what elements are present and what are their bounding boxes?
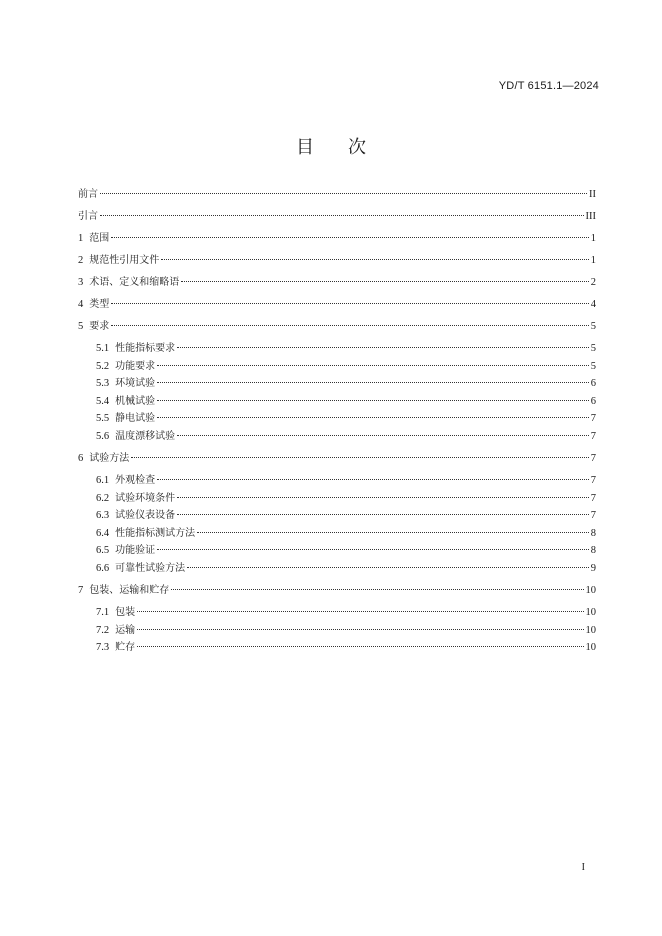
toc-dot-leader xyxy=(177,497,589,498)
toc-dot-leader xyxy=(177,435,589,436)
toc-entry-page: 7 xyxy=(590,452,596,464)
toc-entry-page: 9 xyxy=(590,562,596,574)
toc-item xyxy=(78,474,596,492)
toc-entry-link[interactable] xyxy=(78,360,596,378)
toc-item xyxy=(78,584,596,606)
toc-entry-number: 4 xyxy=(78,299,84,310)
toc-dot-leader xyxy=(111,237,589,238)
toc-entry-page: 8 xyxy=(590,545,596,557)
page-title: 目次 xyxy=(296,137,400,158)
toc-dot-leader xyxy=(157,549,589,550)
toc-entry-link[interactable] xyxy=(78,562,596,584)
toc-item xyxy=(78,544,596,562)
toc-item xyxy=(78,377,596,395)
toc-item xyxy=(78,298,596,320)
toc-entry-page: 7 xyxy=(590,492,596,504)
toc-entry-label: 功能验证 xyxy=(115,545,156,557)
toc-dot-leader xyxy=(137,611,583,612)
toc-entry-link[interactable] xyxy=(78,606,596,624)
toc-item xyxy=(78,232,596,254)
toc-entry-label: 包装 xyxy=(115,606,136,618)
toc-dot-leader xyxy=(111,303,589,304)
toc-dot-leader xyxy=(137,646,583,647)
toc-dot-leader xyxy=(157,382,589,383)
toc-item xyxy=(78,430,596,452)
toc-entry-label: 前言 xyxy=(78,189,98,200)
toc-entry-label: 机械试验 xyxy=(115,395,156,407)
toc-entry-label: 类型 xyxy=(89,299,110,310)
toc-item xyxy=(78,276,596,298)
toc-item xyxy=(78,492,596,510)
toc-entry-link[interactable] xyxy=(78,276,596,298)
toc-entry-page: 10 xyxy=(585,584,596,596)
toc-dot-leader xyxy=(137,629,583,630)
toc-dot-leader xyxy=(100,215,584,216)
toc-entry-link[interactable] xyxy=(78,232,596,254)
toc-entry-label: 贮存 xyxy=(115,642,136,654)
toc-entry-label: 可靠性试验方法 xyxy=(115,562,186,574)
toc-entry-page: 1 xyxy=(590,233,596,244)
toc-entry-link[interactable] xyxy=(78,527,596,545)
toc-entry-label: 要求 xyxy=(89,321,110,332)
toc-entry-link[interactable] xyxy=(78,509,596,527)
toc-entry-link[interactable] xyxy=(78,320,596,342)
toc-entry-link[interactable] xyxy=(78,188,596,210)
toc-item xyxy=(78,527,596,545)
toc-entry-label: 试验环境条件 xyxy=(115,492,176,504)
toc-entry-label: 范围 xyxy=(89,233,110,244)
toc-entry-page: 7 xyxy=(590,413,596,425)
toc-dot-leader xyxy=(161,259,589,260)
toc-entry-page: 6 xyxy=(590,378,596,390)
toc-item xyxy=(78,562,596,584)
toc-item xyxy=(78,210,596,232)
toc-entry-page: 6 xyxy=(590,395,596,407)
toc-entry-number: 7.2 xyxy=(96,624,110,636)
toc-entry-label: 性能指标要求 xyxy=(115,343,176,354)
toc-entry-page: 5 xyxy=(590,360,596,372)
toc-entry-link[interactable] xyxy=(78,641,596,659)
page-number: I xyxy=(581,862,585,873)
toc-entry-label: 功能要求 xyxy=(115,360,156,372)
toc-dot-leader xyxy=(157,417,589,418)
toc-item xyxy=(78,412,596,430)
toc-item xyxy=(78,320,596,342)
toc-entry-page: III xyxy=(585,211,596,222)
toc-entry-number: 3 xyxy=(78,277,84,288)
toc-entry-page: 5 xyxy=(590,321,596,332)
toc-entry-link[interactable] xyxy=(78,298,596,320)
toc-item xyxy=(78,606,596,624)
toc-entry-number: 6.1 xyxy=(96,474,110,486)
toc-entry-number: 5.2 xyxy=(96,360,110,372)
toc-dot-leader xyxy=(177,514,589,515)
toc-entry-label: 规范性引用文件 xyxy=(89,255,160,266)
toc-entry-label: 术语、定义和缩略语 xyxy=(89,277,180,288)
toc-entry-number: 7.1 xyxy=(96,606,110,618)
toc-entry-number: 7 xyxy=(78,584,84,596)
toc-entry-number: 6.4 xyxy=(96,527,110,539)
toc-entry-page: 2 xyxy=(590,277,596,288)
toc-entry-link[interactable] xyxy=(78,377,596,395)
toc-entry-link[interactable] xyxy=(78,395,596,413)
toc-dot-leader xyxy=(177,347,589,348)
toc-dot-leader xyxy=(187,567,589,568)
toc-entry-label: 环境试验 xyxy=(115,378,156,390)
toc-entry-number: 6.2 xyxy=(96,492,110,504)
toc-entry-link[interactable] xyxy=(78,342,596,360)
toc-entry-page: II xyxy=(589,189,596,200)
toc-dot-leader xyxy=(181,281,589,282)
toc-dot-leader xyxy=(111,325,589,326)
toc-entry-page: 5 xyxy=(590,343,596,354)
toc-entry-label: 引言 xyxy=(78,211,98,222)
toc-entry-link[interactable] xyxy=(78,210,596,232)
toc-entry-link[interactable] xyxy=(78,544,596,562)
toc-entry-link[interactable] xyxy=(78,430,596,452)
toc-item xyxy=(78,360,596,378)
toc-entry-link[interactable] xyxy=(78,492,596,510)
toc-entry-number: 5.1 xyxy=(96,343,110,354)
toc-entry-label: 外观检查 xyxy=(115,474,156,486)
toc-entry-number: 5.6 xyxy=(96,430,110,442)
toc-item xyxy=(78,254,596,276)
toc-entry-page: 10 xyxy=(585,624,596,636)
toc-entry-link[interactable] xyxy=(78,624,596,642)
toc-entry-label: 试验方法 xyxy=(89,452,130,464)
toc-item xyxy=(78,188,596,210)
toc-entry-link[interactable] xyxy=(78,412,596,430)
toc-item xyxy=(78,452,596,474)
standard-code: YD/T 6151.1—2024 xyxy=(498,80,599,92)
toc-dot-leader xyxy=(100,193,587,194)
toc-entry-label: 静电试验 xyxy=(115,413,156,425)
toc-entry-number: 7.3 xyxy=(96,642,110,654)
toc-entry-page: 10 xyxy=(585,606,596,618)
toc-dot-leader xyxy=(171,589,583,590)
toc-entry-page: 4 xyxy=(590,299,596,310)
toc-entry-page: 8 xyxy=(590,527,596,539)
toc-dot-leader xyxy=(197,532,589,533)
toc-entry-label: 包装、运输和贮存 xyxy=(89,584,170,596)
table-of-contents xyxy=(78,188,596,659)
toc-dot-leader xyxy=(131,457,589,458)
toc-entry-number: 5 xyxy=(78,321,84,332)
toc-entry-number: 5.4 xyxy=(96,395,110,407)
toc-entry-number: 6.3 xyxy=(96,510,110,522)
toc-entry-page: 1 xyxy=(590,255,596,266)
toc-item xyxy=(78,641,596,659)
toc-dot-leader xyxy=(157,400,589,401)
toc-item xyxy=(78,342,596,360)
toc-entry-number: 5.5 xyxy=(96,413,110,425)
toc-entry-link[interactable] xyxy=(78,474,596,492)
toc-entry-label: 试验仪表设备 xyxy=(115,510,176,522)
toc-item xyxy=(78,624,596,642)
toc-entry-page: 7 xyxy=(590,430,596,442)
toc-entry-link[interactable] xyxy=(78,254,596,276)
toc-entry-page: 10 xyxy=(585,642,596,654)
toc-entry-label: 运输 xyxy=(115,624,136,636)
toc-entry-number: 2 xyxy=(78,255,84,266)
toc-entry-number: 1 xyxy=(78,233,84,244)
toc-entry-number: 5.3 xyxy=(96,378,110,390)
toc-entry-label: 温度漂移试验 xyxy=(115,430,176,442)
toc-item xyxy=(78,395,596,413)
toc-entry-label: 性能指标测试方法 xyxy=(115,527,196,539)
toc-entry-number: 6.6 xyxy=(96,562,110,574)
toc-dot-leader xyxy=(157,479,589,480)
toc-dot-leader xyxy=(157,365,589,366)
toc-entry-number: 6 xyxy=(78,452,84,464)
toc-entry-number: 6.5 xyxy=(96,545,110,557)
toc-item xyxy=(78,509,596,527)
toc-entry-link[interactable] xyxy=(78,584,596,606)
toc-entry-link[interactable] xyxy=(78,452,596,474)
toc-entry-page: 7 xyxy=(590,510,596,522)
toc-entry-page: 7 xyxy=(590,474,596,486)
